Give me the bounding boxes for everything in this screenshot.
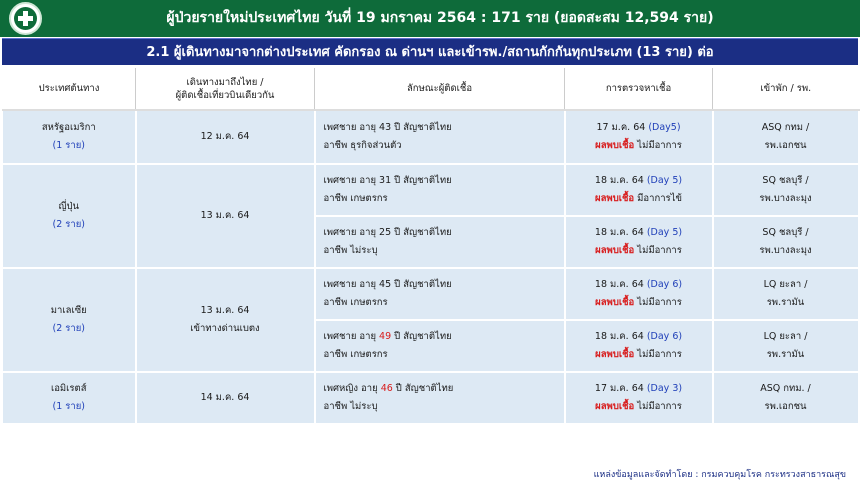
test-day: (Day5) bbox=[648, 121, 681, 133]
arrival-date: 13 ม.ค. 64 bbox=[200, 209, 250, 221]
test-date: 17 ม.ค. 64 bbox=[594, 382, 644, 394]
table-row bbox=[3, 110, 859, 164]
table-header-row bbox=[3, 69, 859, 110]
test-date: 18 ม.ค. 64 bbox=[594, 278, 644, 290]
quarantine-cell bbox=[713, 268, 859, 320]
patient-profile-cell bbox=[315, 268, 565, 320]
quarantine-cell bbox=[713, 372, 859, 424]
title-bar bbox=[0, 0, 860, 37]
test-cell bbox=[565, 164, 713, 216]
origin-country-cell bbox=[3, 164, 136, 268]
profile-text: เพศชาย อายุ 45 ปี สัญชาติไทย bbox=[323, 278, 452, 290]
profile-text: เพศชาย อายุ 43 ปี สัญชาติไทย bbox=[323, 121, 452, 133]
test-cell bbox=[565, 320, 713, 372]
quarantine-type: SQ ชลบุรี / bbox=[762, 174, 809, 186]
profile-text: เพศหญิง อายุ bbox=[323, 382, 381, 394]
header-test: การตรวจหาเชื้อ bbox=[565, 69, 713, 110]
test-day: (Day 3) bbox=[646, 382, 683, 394]
test-date: 18 ม.ค. 64 bbox=[594, 226, 644, 238]
test-date: 18 ม.ค. 64 bbox=[594, 330, 644, 342]
header-origin-country: ประเทศต้นทาง bbox=[3, 69, 136, 110]
occupation: อาชีพ เกษตรกร bbox=[323, 192, 388, 204]
test-day: (Day 5) bbox=[646, 174, 683, 186]
patient-profile-cell bbox=[315, 110, 565, 164]
symptom: ไม่มีอาการ bbox=[637, 296, 682, 308]
arrival-date: 14 ม.ค. 64 bbox=[200, 391, 250, 403]
test-cell bbox=[565, 216, 713, 268]
test-day: (Day 6) bbox=[646, 330, 683, 342]
hospital: รพ.รามัน bbox=[766, 348, 805, 360]
data-source-note: แหล่งข้อมูลและจัดทำโดย : กรมควบคุมโรค กระทรวงสาธารณสุข bbox=[593, 470, 846, 480]
test-result: ผลพบเชื้อ bbox=[595, 348, 635, 360]
hospital: รพ.เอกชน bbox=[764, 400, 807, 412]
arrival-cell bbox=[136, 372, 315, 424]
test-result: ผลพบเชื้อ bbox=[595, 139, 635, 151]
hospital: รพ.เอกชน bbox=[764, 139, 807, 151]
arrival-cell bbox=[136, 110, 315, 164]
header-patient-profile: ลักษณะผู้ติดเชื้อ bbox=[315, 69, 565, 110]
patient-profile-cell bbox=[315, 372, 565, 424]
quarantine-cell bbox=[713, 110, 859, 164]
country-name: ญี่ปุ่น bbox=[58, 200, 80, 212]
case-count: (1 ราย) bbox=[52, 139, 85, 151]
symptom: ไม่มีอาการ bbox=[637, 400, 682, 412]
symptom: ไม่มีอาการ bbox=[637, 348, 682, 360]
quarantine-cell bbox=[713, 164, 859, 216]
quarantine-type: LQ ยะลา / bbox=[763, 278, 808, 290]
hospital: รพ.รามัน bbox=[766, 296, 805, 308]
section-subtitle: 2.1 ผู้เดินทางมาจากต่างประเทศ คัดกรอง ณ ด่านฯ และเข้ารพ./สถานกักกันทุกประเภท (13 ราย) ต่อ bbox=[2, 38, 858, 65]
origin-country-cell bbox=[3, 372, 136, 424]
quarantine-cell bbox=[713, 216, 859, 268]
occupation: อาชีพ ไม่ระบุ bbox=[323, 244, 378, 256]
quarantine-type: LQ ยะลา / bbox=[763, 330, 808, 342]
symptom: ไม่มีอาการ bbox=[637, 244, 682, 256]
case-count: (2 ราย) bbox=[52, 218, 85, 230]
age-highlight: 49 bbox=[379, 330, 392, 342]
test-result: ผลพบเชื้อ bbox=[595, 296, 635, 308]
header-arrival bbox=[136, 69, 315, 110]
hospital: รพ.บางละมุง bbox=[759, 192, 812, 204]
header-quarantine: เข้าพัก / รพ. bbox=[713, 69, 859, 110]
quarantine-cell bbox=[713, 320, 859, 372]
occupation: อาชีพ เกษตรกร bbox=[323, 348, 388, 360]
test-day: (Day 5) bbox=[646, 226, 683, 238]
test-cell bbox=[565, 372, 713, 424]
case-count: (2 ราย) bbox=[52, 322, 85, 334]
header-arrival-line1: เดินทางมาถึงไทย / bbox=[186, 76, 264, 88]
age-highlight: 46 bbox=[380, 382, 393, 394]
profile-text-rest: ปี สัญชาติไทย bbox=[391, 330, 452, 342]
country-name: สหรัฐอเมริกา bbox=[41, 121, 96, 133]
profile-text-rest: ปี สัญชาติไทย bbox=[392, 382, 454, 394]
quarantine-type: SQ ชลบุรี / bbox=[762, 226, 809, 238]
origin-country-cell bbox=[3, 110, 136, 164]
test-result: ผลพบเชื้อ bbox=[595, 192, 635, 204]
table-row bbox=[3, 372, 859, 424]
test-cell bbox=[565, 110, 713, 164]
test-day: (Day 6) bbox=[646, 278, 683, 290]
origin-country-cell bbox=[3, 268, 136, 372]
patient-profile-cell bbox=[315, 216, 565, 268]
case-count: (1 ราย) bbox=[52, 400, 85, 412]
test-result: ผลพบเชื้อ bbox=[595, 244, 635, 256]
patient-profile-cell bbox=[315, 320, 565, 372]
arrival-date: 13 ม.ค. 64 bbox=[200, 304, 250, 316]
moph-emblem-icon bbox=[9, 2, 42, 35]
test-date: 18 ม.ค. 64 bbox=[594, 174, 644, 186]
profile-text: เพศชาย อายุ 31 ปี สัญชาติไทย bbox=[323, 174, 452, 186]
arrival-cell bbox=[136, 268, 315, 372]
country-name: มาเลเซีย bbox=[50, 304, 87, 316]
table-row bbox=[3, 164, 859, 216]
arrival-note: เข้าทางด่านเบตง bbox=[190, 322, 260, 334]
test-date: 17 ม.ค. 64 bbox=[596, 121, 646, 133]
occupation: อาชีพ ไม่ระบุ bbox=[323, 400, 378, 412]
profile-text: เพศชาย อายุ bbox=[323, 330, 380, 342]
page-title: ผู้ป่วยรายใหม่ประเทศไทย วันที่ 19 มกราคม 2564 : 171 ราย (ยอดสะสม 12,594 ราย) bbox=[166, 10, 714, 26]
case-table bbox=[2, 68, 860, 425]
country-name: เอมิเรตส์ bbox=[50, 382, 87, 394]
occupation: อาชีพ ธุรกิจส่วนตัว bbox=[323, 139, 402, 151]
test-result: ผลพบเชื้อ bbox=[595, 400, 635, 412]
arrival-cell bbox=[136, 164, 315, 268]
quarantine-type: ASQ กทม / bbox=[761, 121, 810, 133]
symptom: ไม่มีอาการ bbox=[637, 139, 682, 151]
quarantine-type: ASQ กทม. / bbox=[760, 382, 811, 394]
symptom: มีอาการไข้ bbox=[637, 192, 682, 204]
hospital: รพ.บางละมุง bbox=[759, 244, 812, 256]
table-row bbox=[3, 268, 859, 320]
profile-text: เพศชาย อายุ 25 ปี สัญชาติไทย bbox=[323, 226, 452, 238]
patient-profile-cell bbox=[315, 164, 565, 216]
test-cell bbox=[565, 268, 713, 320]
arrival-date: 12 ม.ค. 64 bbox=[200, 130, 250, 142]
occupation: อาชีพ เกษตรกร bbox=[323, 296, 388, 308]
header-arrival-line2: ผู้ติดเชื้อเที่ยวบินเดียวกัน bbox=[175, 89, 275, 101]
